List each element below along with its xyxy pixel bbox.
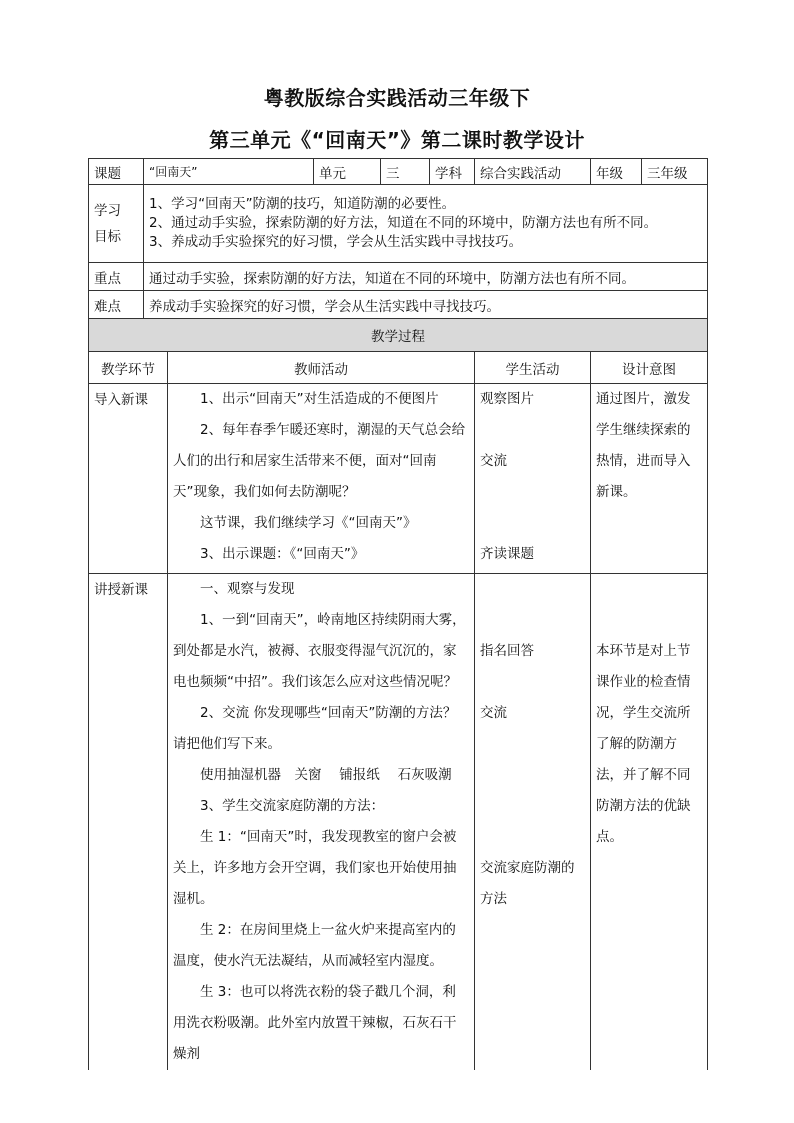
header-intent: 设计意图 xyxy=(591,352,708,384)
student-activity: 交流家庭防潮的方法 xyxy=(480,860,575,907)
intro-intent xyxy=(591,384,708,574)
process-title: 教学过程 xyxy=(89,319,708,352)
lecture-stage: 讲授新课 xyxy=(89,574,168,1071)
teacher-paragraph: 2、交流 你发现哪些“回南天”防潮的方法？请把他们写下来。 xyxy=(173,705,457,752)
student-activity: 交流 xyxy=(480,705,507,721)
teacher-paragraph: 生 3：也可以将洗衣粉的袋子戳几个洞，利用洗衣粉吸潮。此外室内放置干辣椒，石灰石干燥剂 xyxy=(173,984,457,1062)
objectives-label-line: 学习 xyxy=(94,202,121,219)
design-intent: 本环节是对上节课作业的检查情况，学生交流所了解的防潮方法，并了解不同防潮方法的优缺点。 xyxy=(596,643,691,845)
teacher-paragraph: 生 1：“回南天”时，我发现教室的窗户会被关上，许多地方会开空调，我们家也开始使用抽湿机。 xyxy=(173,829,457,907)
teacher-paragraph: 生 2：在房间里烧上一盆火炉来提高室内的温度，使水汽无法凝结，从而减轻室内湿度。 xyxy=(173,922,456,969)
info-row xyxy=(89,159,708,185)
lecture-intent xyxy=(591,574,708,1071)
teacher-paragraph: 3、学生交流家庭防潮的方法： xyxy=(200,798,385,814)
header-student: 学生活动 xyxy=(475,352,591,384)
lesson-plan-table xyxy=(88,158,708,1070)
teacher-paragraph: 这节课，我们继续学习《“回南天”》 xyxy=(200,515,417,531)
key-point-label: 重点 xyxy=(89,263,144,291)
intro-student xyxy=(475,384,591,574)
student-activity: 交流 xyxy=(480,453,507,469)
lecture-row xyxy=(89,574,708,1071)
document-subtitle: 第三单元《“回南天”》第二课时教学设计 xyxy=(209,128,585,152)
design-intent: 通过图片，激发学生继续探索的热情，进而导入新课。 xyxy=(596,391,691,500)
lecture-teacher xyxy=(168,574,475,1071)
intro-teacher xyxy=(168,384,475,574)
difficulty-label: 难点 xyxy=(89,291,144,319)
teacher-paragraph: 2、每年春季乍暖还寒时，潮湿的天气总会给人们的出行和居家生活带来不便，面对“回南天”现象，我们如何去防潮呢？ xyxy=(173,422,466,500)
objective-item: 3、养成动手实验探究的好习惯，学会从生活实践中寻找技巧。 xyxy=(149,234,523,250)
intro-row xyxy=(89,384,708,574)
grade-label: 年级 xyxy=(591,159,642,185)
objective-item: 1、学习“回南天”防潮的技巧，知道防潮的必要性。 xyxy=(149,196,456,212)
process-header-row xyxy=(89,352,708,384)
student-activity: 指名回答 xyxy=(480,643,534,659)
unit-label: 单元 xyxy=(314,159,381,185)
lecture-student xyxy=(475,574,591,1071)
header-stage: 教学环节 xyxy=(89,352,168,384)
teacher-paragraph: 使用抽湿机器 关窗 铺报纸 石灰吸潮 xyxy=(200,767,452,783)
objectives-label-line: 目标 xyxy=(94,228,121,245)
topic-label: 课题 xyxy=(89,159,144,185)
subject-label: 学科 xyxy=(430,159,475,185)
key-point-row xyxy=(89,263,708,291)
document-title: 粤教版综合实践活动三年级下 xyxy=(263,86,531,110)
objectives-row xyxy=(89,185,708,263)
subject-value: 综合实践活动 xyxy=(475,159,591,185)
unit-value: 三 xyxy=(381,159,430,185)
difficulty-row xyxy=(89,291,708,319)
header-teacher: 教师活动 xyxy=(168,352,475,384)
teacher-paragraph: 1、出示“回南天”对生活造成的不便图片 xyxy=(200,391,439,407)
objective-item: 2、通过动手实验，探索防潮的好方法，知道在不同的环境中，防潮方法也有所不同。 xyxy=(149,215,658,231)
topic-value: “回南天” xyxy=(144,159,314,185)
objectives-label xyxy=(89,185,144,263)
student-activity: 观察图片 xyxy=(480,391,534,407)
teacher-paragraph: 3、出示课题：《“回南天”》 xyxy=(200,546,365,562)
student-activity: 齐读课题 xyxy=(480,546,534,562)
grade-value: 三年级 xyxy=(642,159,708,185)
objectives-content xyxy=(144,185,708,263)
intro-stage: 导入新课 xyxy=(89,384,168,574)
teacher-paragraph: 1、一到“回南天”，岭南地区持续阴雨大雾，到处都是水汽，被褥、衣服变得湿气沉沉的，家电也频频“中招”。我们该怎么应对这些情况呢？ xyxy=(173,612,466,690)
key-point-text: 通过动手实验，探索防潮的好方法，知道在不同的环境中，防潮方法也有所不同。 xyxy=(144,263,708,291)
teacher-paragraph: 一、观察与发现 xyxy=(200,581,295,597)
difficulty-text: 养成动手实验探究的好习惯，学会从生活实践中寻找技巧。 xyxy=(144,291,708,319)
process-title-row xyxy=(89,319,708,352)
